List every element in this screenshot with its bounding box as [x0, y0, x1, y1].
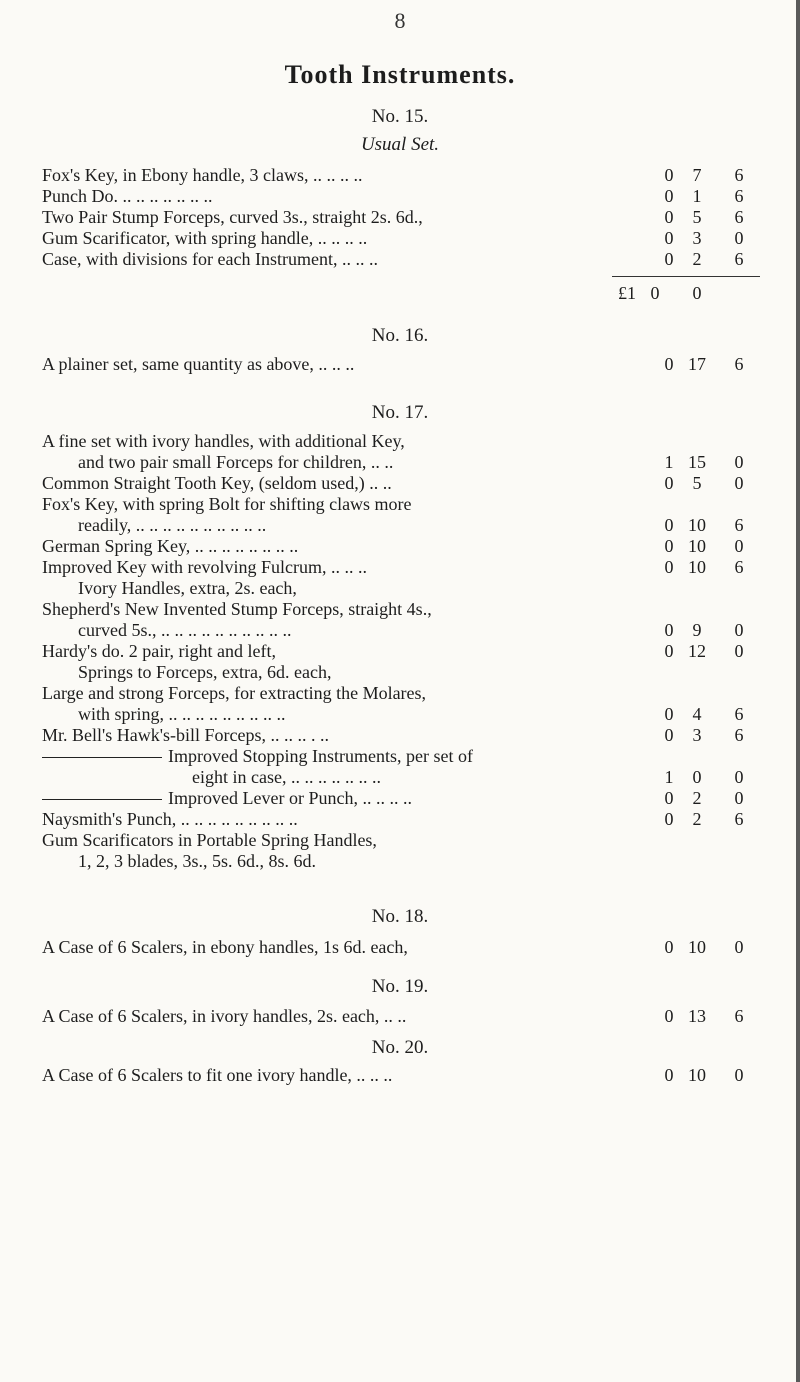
price-pence: 0	[734, 788, 744, 808]
list-item	[42, 1064, 792, 1086]
list-item	[42, 556, 792, 578]
item-description: Fox's Key, in Ebony handle, 3 claws, .. .. .. ..	[42, 165, 363, 185]
price-pence: 0	[734, 937, 744, 957]
item-description: Shepherd's New Invented Stump Forceps, straight 4s.,	[42, 599, 432, 619]
list-item	[42, 227, 792, 249]
item-description: eight in case, .. .. .. .. .. .. ..	[192, 767, 381, 787]
price-pounds: 0	[664, 354, 674, 374]
price-pence: 6	[734, 186, 744, 206]
price-pounds: 0	[664, 1065, 674, 1085]
list-item	[42, 353, 792, 375]
price-shillings: 5	[692, 473, 702, 493]
item-description: Fox's Key, with spring Bolt for shifting claws more	[42, 494, 412, 514]
section-number: No. 15.	[371, 106, 429, 127]
item-description: Ivory Handles, extra, 2s. each,	[78, 578, 297, 598]
section-total	[612, 282, 732, 304]
total-shillings: 0	[650, 283, 660, 303]
price-pence: 6	[734, 515, 744, 535]
item-description	[42, 745, 642, 767]
list-item	[42, 808, 792, 830]
price-pounds: 0	[664, 620, 674, 640]
item-description: and two pair small Forceps for children, .. ..	[78, 452, 394, 472]
list-item	[42, 724, 792, 746]
price-shillings: 0	[692, 767, 702, 787]
item-description: readily, .. .. .. .. .. .. .. .. .. ..	[78, 515, 267, 535]
total-rule	[612, 276, 760, 277]
item-description: Punch Do. .. .. .. .. .. .. ..	[42, 186, 213, 206]
price-pence: 6	[734, 704, 744, 724]
list-item	[42, 185, 792, 207]
price-pence: 0	[734, 767, 744, 787]
list-item	[42, 535, 792, 557]
item-description: Two Pair Stump Forceps, curved 3s., straight 2s. 6d.,	[42, 207, 423, 227]
price-shillings: 2	[692, 249, 702, 269]
list-item	[42, 661, 792, 683]
section-subtitle: Usual Set.	[360, 134, 440, 155]
price-pence: 0	[734, 641, 744, 661]
list-item	[42, 745, 792, 767]
list-item	[42, 619, 792, 641]
list-item	[42, 514, 792, 536]
price-shillings: 2	[692, 788, 702, 808]
price-shillings: 3	[692, 725, 702, 745]
price-pounds: 0	[664, 937, 674, 957]
price-shillings: 3	[692, 228, 702, 248]
item-description: A fine set with ivory handles, with additional Key,	[42, 431, 405, 451]
item-description: with spring, .. .. .. .. .. .. .. .. ..	[78, 704, 286, 724]
price-shillings: 7	[692, 165, 702, 185]
item-description: Case, with divisions for each Instrument, .. .. ..	[42, 249, 378, 269]
item-description: Naysmith's Punch, .. .. .. .. .. .. .. .. ..	[42, 809, 298, 829]
price-pounds: 0	[664, 641, 674, 661]
list-item	[42, 493, 792, 515]
item-text: Improved Lever or Punch, .. .. .. ..	[168, 788, 412, 808]
page-title: Tooth Instruments.	[284, 60, 516, 89]
price-shillings: 13	[688, 1006, 706, 1026]
price-pounds: 0	[664, 725, 674, 745]
list-item	[42, 640, 792, 662]
list-item	[42, 164, 792, 186]
price-pence: 6	[734, 249, 744, 269]
list-item	[42, 472, 792, 494]
price-shillings: 1	[692, 186, 702, 206]
price-pence: 0	[734, 536, 744, 556]
item-description: Large and strong Forceps, for extracting the Molares,	[42, 683, 427, 703]
price-pence: 0	[734, 473, 744, 493]
price-pounds: 0	[664, 557, 674, 577]
page-edge	[796, 0, 800, 1382]
list-item	[42, 206, 792, 228]
page-number: 8	[394, 8, 406, 33]
list-item	[42, 936, 792, 958]
total-pence: 0	[692, 283, 702, 303]
price-shillings: 2	[692, 809, 702, 829]
list-item	[42, 451, 792, 473]
price-pence: 6	[734, 725, 744, 745]
price-shillings: 10	[688, 937, 706, 957]
list-item	[42, 248, 792, 270]
item-description: curved 5s., .. .. .. .. .. .. .. .. .. ..	[78, 620, 292, 640]
price-pounds: 0	[664, 788, 674, 808]
price-shillings: 15	[688, 452, 706, 472]
price-shillings: 4	[692, 704, 702, 724]
list-item	[42, 766, 792, 788]
price-pence: 6	[734, 165, 744, 185]
item-description: Gum Scarificator, with spring handle, .. .. .. ..	[42, 228, 368, 248]
item-description: 1, 2, 3 blades, 3s., 5s. 6d., 8s. 6d.	[78, 851, 316, 871]
price-pounds: 0	[664, 473, 674, 493]
list-item	[42, 577, 792, 599]
item-text: Improved Stopping Instruments, per set of	[168, 746, 473, 766]
list-item	[42, 703, 792, 725]
item-description: A Case of 6 Scalers, in ebony handles, 1s 6d. each,	[42, 937, 408, 957]
price-pounds: 0	[664, 1006, 674, 1026]
item-description: Gum Scarificators in Portable Spring Handles,	[42, 830, 377, 850]
price-pence: 6	[734, 809, 744, 829]
price-pounds: 1	[664, 767, 674, 787]
item-description: Springs to Forceps, extra, 6d. each,	[78, 662, 332, 682]
list-item	[42, 850, 792, 872]
price-shillings: 5	[692, 207, 702, 227]
price-shillings: 9	[692, 620, 702, 640]
price-pounds: 0	[664, 249, 674, 269]
list-item	[42, 829, 792, 851]
item-description: Improved Key with revolving Fulcrum, .. .. ..	[42, 557, 367, 577]
item-description: A plainer set, same quantity as above, .. .. ..	[42, 354, 355, 374]
price-pounds: 0	[664, 515, 674, 535]
list-item	[42, 1005, 792, 1027]
ditto-dash	[42, 757, 162, 758]
price-shillings: 10	[688, 1065, 706, 1085]
price-shillings: 12	[688, 641, 706, 661]
price-shillings: 10	[688, 536, 706, 556]
price-pounds: 0	[664, 165, 674, 185]
price-pence: 0	[734, 452, 744, 472]
price-pence: 6	[734, 354, 744, 374]
section-number: No. 16.	[371, 325, 429, 346]
item-description: A Case of 6 Scalers, in ivory handles, 2s. each, .. ..	[42, 1006, 407, 1026]
price-shillings: 10	[688, 557, 706, 577]
list-item	[42, 598, 792, 620]
item-description: German Spring Key, .. .. .. .. .. .. .. ..	[42, 536, 299, 556]
price-pounds: 0	[664, 536, 674, 556]
price-pence: 6	[734, 1006, 744, 1026]
price-pounds: 1	[664, 452, 674, 472]
price-shillings: 10	[688, 515, 706, 535]
ditto-dash	[42, 799, 162, 800]
section-number: No. 17.	[371, 402, 429, 423]
item-description: Hardy's do. 2 pair, right and left,	[42, 641, 276, 661]
section-number: No. 18.	[371, 906, 429, 927]
price-pence: 0	[734, 1065, 744, 1085]
price-pounds: 0	[664, 207, 674, 227]
price-pence: 0	[734, 228, 744, 248]
list-item	[42, 682, 792, 704]
list-item	[42, 787, 792, 809]
list-item	[42, 430, 792, 452]
section-number: No. 20.	[371, 1037, 429, 1058]
section-number: No. 19.	[371, 976, 429, 997]
item-description: A Case of 6 Scalers to fit one ivory handle, .. .. ..	[42, 1065, 393, 1085]
price-pounds: 0	[664, 809, 674, 829]
price-pounds: 0	[664, 228, 674, 248]
item-description: Mr. Bell's Hawk's-bill Forceps, .. .. .. . ..	[42, 725, 329, 745]
item-description: Common Straight Tooth Key, (seldom used,) .. ..	[42, 473, 392, 493]
item-description	[42, 787, 642, 809]
price-pence: 6	[734, 557, 744, 577]
price-pounds: 0	[664, 704, 674, 724]
price-pence: 6	[734, 207, 744, 227]
price-pounds: 0	[664, 186, 674, 206]
price-shillings: 17	[688, 354, 706, 374]
total-pounds: £1	[618, 283, 636, 303]
price-pence: 0	[734, 620, 744, 640]
